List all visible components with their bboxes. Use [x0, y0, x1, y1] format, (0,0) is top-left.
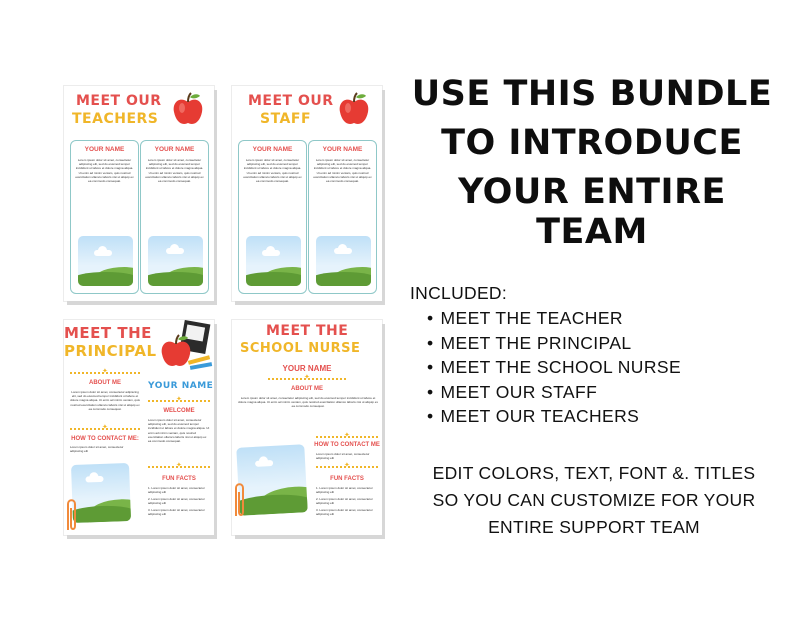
- photo-placeholder-left: [246, 236, 301, 286]
- card-title-line2: [72, 112, 158, 126]
- your-name-right: YOUR NAME: [154, 146, 195, 153]
- edit-line-2: SO YOU CAN CUSTOMIZE FOR YOUR: [432, 490, 756, 510]
- star-icon: ✦: [102, 368, 108, 375]
- list-item: • MEET THE TEACHER: [427, 306, 681, 331]
- card-meet-our-teachers: [64, 86, 214, 301]
- fun-fact-3: 3. Lorem ipsum dolor sit amet, consectetur adipiscing elit: [316, 508, 373, 517]
- card-title-line1: [76, 94, 162, 108]
- card-title-line2: [64, 344, 157, 359]
- photo-placeholder: [71, 463, 131, 523]
- your-name-heading: YOUR NAME: [282, 364, 332, 373]
- contact-heading: HOW TO CONTACT ME: [314, 442, 380, 448]
- card-meet-our-staff: [232, 86, 382, 301]
- card-title-line1: [248, 94, 334, 108]
- title-text: SCHOOL NURSE: [240, 341, 361, 356]
- star-icon: ✦: [176, 462, 182, 469]
- apple-icon: [172, 92, 204, 128]
- star-icon: ✦: [102, 424, 108, 431]
- card-title-line1: [266, 324, 348, 338]
- bio-text-left: Lorem ipsum dolor sit amet, consectetur adipiscing elit, sed do eiusmod tempor incididunt ut labore et dolore magna aliqua. Ut enim ad minim veniam, quis nostrud exercitation ullamco laboris nisi ut aliquip ex ea commodo consequat.: [243, 158, 302, 184]
- card-title-line2: [260, 112, 311, 126]
- welcome-text: Lorem ipsum dolor sit amet, consectetur adipiscing elit, sed do eiusmod tempor incididunt ut labore et dolore magna aliqua. Ut enim ad minim veniam, quis nostrud exercitation ullamco laboris nisi ut aliquip ex ea commodo consequat.: [148, 418, 210, 444]
- photo-placeholder-right: [148, 236, 203, 286]
- list-item: • MEET THE SCHOOL NURSE: [427, 355, 681, 380]
- your-name-heading: [148, 382, 213, 391]
- bio-text-right: Lorem ipsum dolor sit amet, consectetur adipiscing elit, sed do eiusmod tempor incididunt ut labore et dolore magna aliqua. Ut enim ad minim veniam, quis nostrud exercitation ullamco laboris nisi ut aliquip ex ea commodo consequat.: [145, 158, 204, 184]
- paperclip-icon: [232, 480, 246, 520]
- star-icon: ✦: [304, 374, 310, 381]
- fun-fact-1: 1. Lorem ipsum dolor sit amet, consectetur adipiscing elit: [316, 486, 373, 495]
- star-icon: ✦: [344, 432, 350, 439]
- your-name-left: YOUR NAME: [84, 146, 125, 153]
- school-supplies-icon: [160, 320, 214, 372]
- bio-text-left: Lorem ipsum dolor sit amet, consectetur adipiscing elit, sed do eiusmod tempor incididunt ut labore et dolore magna aliqua. Ut enim ad minim veniam, quis nostrud exercitation ullamco laboris nisi ut aliquip ex ea commodo consequat.: [75, 158, 134, 184]
- title-text: MEET OUR: [248, 93, 334, 109]
- title-text: TEACHERS: [72, 111, 159, 127]
- fun-fact-1: 1. Lorem ipsum dolor sit amet, consectetur adipiscing elit: [148, 486, 205, 495]
- title-text: PRINCIPAL: [64, 342, 157, 360]
- paperclip-icon: [64, 496, 78, 534]
- contact-text: Lorem ipsum dolor sit amet, consectetur adipiscing elit: [316, 452, 370, 461]
- card-meet-the-school-nurse: [232, 320, 382, 535]
- star-icon: ✦: [344, 462, 350, 469]
- contact-heading: HOW TO CONTACT ME:: [71, 436, 139, 442]
- your-name-right: YOUR NAME: [322, 146, 363, 153]
- card-meet-the-principal: [64, 320, 214, 535]
- included-label: INCLUDED:: [410, 283, 508, 303]
- heading-line-2: TO INTRODUCE: [441, 123, 743, 163]
- photo-placeholder-right: [316, 236, 371, 286]
- card-title-line1: [64, 326, 152, 341]
- card-title-line2: [240, 342, 360, 355]
- apple-icon: [338, 92, 370, 128]
- your-name-left: YOUR NAME: [252, 146, 293, 153]
- list-item: • MEET OUR STAFF: [427, 380, 681, 405]
- welcome-heading: WELCOME: [163, 408, 195, 414]
- about-me-text: Lorem ipsum dolor sit amet, consectetur adipiscing elit, sed do eiusmod tempor incididunt ut labore et dolore magna aliqua. Ut enim ad minim veniam, quis nostrud exercitation ullamco laboris nisi ut aliquip ex ea commodo consequat.: [70, 390, 140, 411]
- fun-facts-heading: FUN FACTS: [162, 476, 196, 482]
- fun-fact-2: 2. Lorem ipsum dolor sit amet, consectetur adipiscing elit: [316, 497, 373, 506]
- title-text: STAFF: [260, 111, 312, 127]
- title-text: MEET THE: [266, 323, 349, 339]
- fun-facts-heading: FUN FACTS: [330, 476, 364, 482]
- contact-text: Lorem ipsum dolor sit amet, consectetur adipiscing elit: [70, 445, 124, 454]
- about-me-text: Lorem ipsum dolor sit amet, consectetur adipiscing elit, sed do eiusmod tempor incididunt ut labore et dolore magna aliqua. Ut enim ad minim veniam, quis nostrud exercitation ullamco laboris nisi ut aliquip ex ea commodo consequat.: [238, 396, 378, 409]
- title-text: YOUR NAME: [148, 381, 214, 391]
- star-icon: ✦: [176, 396, 182, 403]
- photo-placeholder: [236, 444, 307, 515]
- list-item: • MEET OUR TEACHERS: [427, 404, 681, 429]
- bio-text-right: Lorem ipsum dolor sit amet, consectetur adipiscing elit, sed do eiusmod tempor incididunt ut labore et dolore magna aliqua. Ut enim ad minim veniam, quis nostrud exercitation ullamco laboris nisi ut aliquip ex ea commodo consequat.: [313, 158, 372, 184]
- included-list: [427, 306, 681, 429]
- title-text: MEET OUR: [76, 93, 162, 109]
- edit-line-3: ENTIRE SUPPORT TEAM: [488, 517, 700, 537]
- about-me-heading: ABOUT ME: [291, 386, 323, 392]
- fun-fact-2: 2. Lorem ipsum dolor sit amet, consectetur adipiscing elit: [148, 497, 205, 506]
- fun-fact-3: 3. Lorem ipsum dolor sit amet, consectetur adipiscing elit: [148, 508, 205, 517]
- edit-line-1: EDIT COLORS, TEXT, FONT &. TITLES: [432, 463, 756, 483]
- photo-placeholder-left: [78, 236, 133, 286]
- list-item: • MEET THE PRINCIPAL: [427, 331, 681, 356]
- about-me-heading: ABOUT ME: [89, 380, 121, 386]
- title-text: MEET THE: [64, 324, 152, 342]
- heading-line-1: USE THIS BUNDLE: [411, 74, 773, 114]
- heading-line-3: YOUR ENTIRE TEAM: [458, 172, 726, 252]
